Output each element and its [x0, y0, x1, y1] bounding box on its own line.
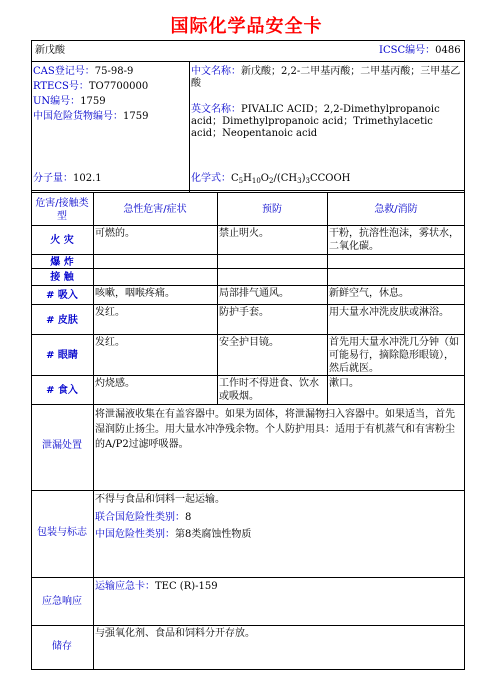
row-6-hazard: 灼烧感。 — [95, 378, 135, 389]
row-5-prevent: 安全护目镜。 — [219, 337, 279, 348]
header-3: 急救/消防 — [374, 204, 418, 215]
cn-name — [191, 66, 463, 90]
cas-number — [33, 66, 133, 78]
emergency-card-label: 运输应急卡： — [95, 581, 155, 592]
pack-un-class — [95, 512, 191, 524]
pack-cn-class — [95, 529, 251, 541]
un-label: UN编号： — [33, 96, 81, 107]
card-title: 国际化学品安全卡 — [170, 16, 323, 37]
row-5-type: # 眼睛 — [46, 350, 78, 361]
cn-danger-label: 中国危险货物编号： — [33, 111, 123, 122]
row-4-prevent: 防护手套。 — [219, 307, 269, 318]
chemical-name: 新戊酸 — [35, 45, 65, 56]
emergency-card — [95, 581, 218, 593]
en-name-value: PIVALIC ACID；2,2-Dimethylpropanoic acid；Dimethylpropanoic acid；Trimethylacetic acid；Neopentanoic acid — [191, 104, 440, 139]
spill-label: 泄漏处置 — [42, 440, 82, 451]
rtecs-label: RTECS号： — [33, 81, 89, 92]
rtecs-number — [33, 81, 148, 93]
mw-value: 102.1 — [73, 173, 102, 184]
molecular-weight — [33, 173, 102, 185]
icsc-label: ICSC编号： — [379, 45, 436, 56]
rtecs-value: TO7700000 — [88, 81, 149, 92]
row-2-type: 接 触 — [50, 272, 74, 283]
un-number — [33, 96, 106, 108]
row-0-type: 火 灾 — [50, 235, 74, 246]
formula-label: 化学式： — [191, 173, 231, 184]
pack-un-value: 8 — [185, 512, 192, 523]
pack-cn-label: 中国危险性类别： — [95, 529, 175, 540]
spill-text: 将泄漏液收集在有盖容器中。如果为固体，将泄漏物扫入容器中。如果适当，首先湿润防止扬尘。用大量水冲净残余物。个人防护用具：适用于有机蒸气和有害粉尘的A/P2过滤呼吸器。 — [95, 409, 455, 450]
row-3-prevent: 局部排气通风。 — [219, 288, 289, 299]
en-name-label: 英文名称： — [191, 104, 241, 115]
row-5-aid: 首先用大量水冲洗几分钟（如可能易行，摘除隐形眼镜），然后就医。 — [329, 337, 459, 374]
cn-danger-number — [33, 111, 148, 123]
storage-label: 储存 — [52, 641, 72, 652]
row-4-aid: 用大量水冲洗皮肤或淋浴。 — [329, 307, 449, 318]
storage-text: 与强氧化剂、食品和饲料分开存放。 — [95, 628, 255, 639]
en-name — [191, 104, 463, 140]
cas-label: CAS登记号： — [33, 66, 95, 77]
row-4-type: # 皮肤 — [46, 314, 78, 326]
cas-value: 75-98-9 — [94, 66, 134, 77]
row-6-aid: 漱口。 — [329, 378, 359, 389]
emergency-label: 应急响应 — [42, 596, 82, 607]
cn-name-label: 中文名称： — [191, 66, 241, 77]
row-6-type: # 食入 — [46, 385, 78, 396]
emergency-card-value: TEC (R)-159 — [155, 581, 218, 592]
header-2: 预防 — [262, 204, 282, 215]
icsc-value: 0486 — [435, 45, 461, 56]
cn-danger-value: 1759 — [123, 111, 149, 122]
header-0: 危害/接触类型 — [35, 197, 89, 222]
row-4-hazard: 发红。 — [95, 307, 125, 318]
pack-line1: 不得与食品和饲料一起运输。 — [95, 494, 225, 505]
mw-label: 分子量： — [33, 173, 73, 184]
cn-name-value: 新戊酸；2,2-二甲基丙酸；二甲基丙酸；三甲基乙酸 — [191, 66, 461, 89]
row-6-prevent: 工作时不得进食、饮水或吸烟。 — [219, 378, 319, 402]
row-5-hazard: 发红。 — [95, 337, 125, 348]
chemical-formula: 化学式：$C_5H_{10}O_2/(CH_3)_3CCOOH$ — [191, 173, 351, 185]
un-value: 1759 — [80, 96, 106, 107]
pack-label: 包装与标志 — [37, 527, 87, 538]
row-3-aid: 新鲜空气，休息。 — [329, 288, 409, 299]
pack-un-label: 联合国危险性类别： — [95, 512, 185, 523]
icsc-number — [379, 45, 461, 57]
row-0-aid: 干粉，抗溶性泡沫，雾状水，二氧化碳。 — [329, 228, 459, 252]
pack-cn-value: 第8类腐蚀性物质 — [175, 529, 252, 540]
row-1-type: 爆 炸 — [50, 256, 74, 268]
header-1: 急性危害/症状 — [123, 204, 187, 215]
row-0-hazard: 可燃的。 — [95, 228, 135, 239]
row-0-prevent: 禁止明火。 — [219, 228, 269, 239]
row-3-type: # 吸入 — [46, 290, 78, 301]
row-3-hazard: 咳嗽，咽喉疼痛。 — [95, 288, 175, 299]
